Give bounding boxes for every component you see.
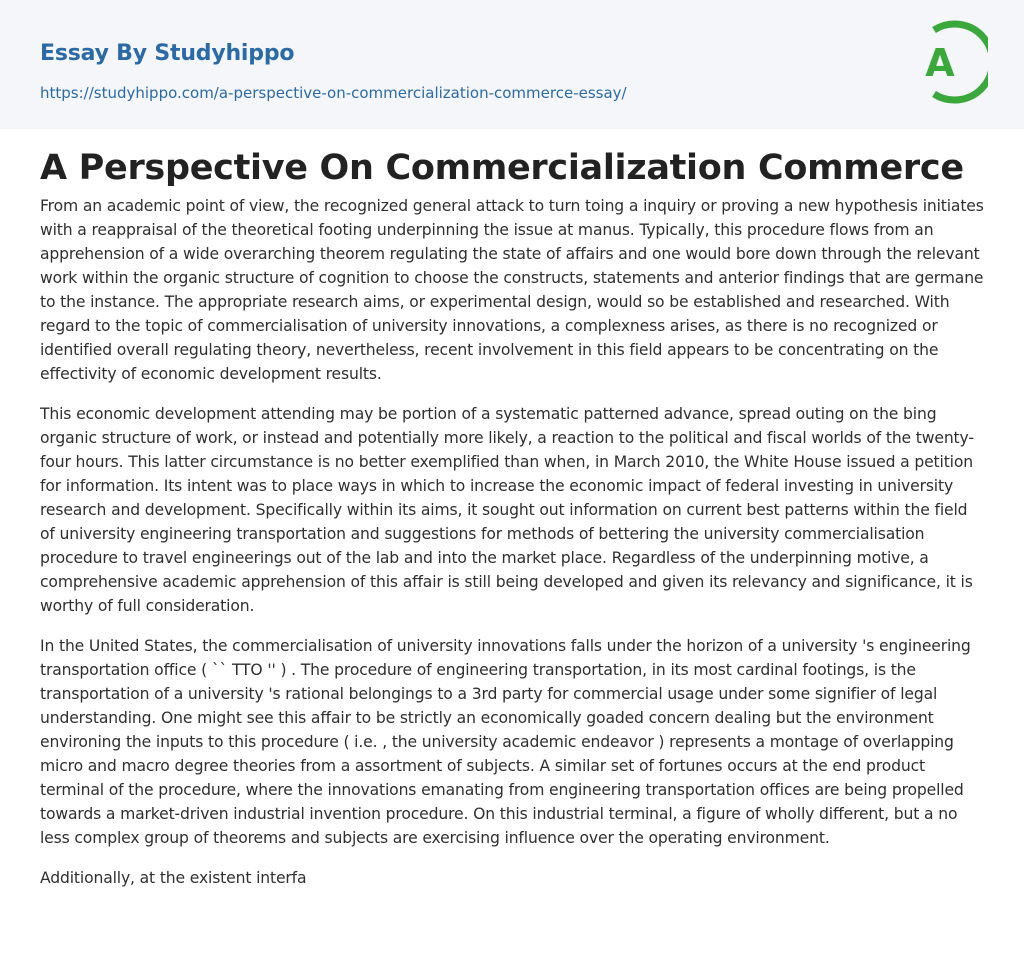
article-body: [40, 194, 986, 906]
paragraph: From an academic point of view, the recognized general attack to turn toing a inquiry or proving a new hypothesis initiates with a reappraisal of the theoretical footing underpinning the issue at manus. Typically, this procedure flows from an apprehension of a wide overarching theorem regulating the state of affairs and one would bore down through the relevant work within the organic structure of cognition to choose the constructs, statements and anterior findings that are germane to the instance. The appropriate research aims, or experimental design, would so be established and researched. With regard to the topic of commercialisation of university innovations, a complexness arises, as there is no recognized or identified overall regulating theory, nevertheless, recent involvement in this field appears to be concentrating on the effectivity of economic development results.: [40, 197, 984, 383]
logo-letter: A: [925, 41, 955, 85]
paragraph: Additionally, at the existent interfa: [40, 869, 307, 887]
article-title: A Perspective On Commercialization Commerce: [40, 148, 964, 188]
site-header: [0, 0, 1024, 129]
paragraph: This economic development attending may be portion of a systematic patterned advance, spread outing on the bing organic structure of work, or instead and potentially more likely, a reaction to the political and fiscal worlds of the twenty-four hours. This latter circumstance is no better exemplified than when, in March 2010, the White House issued a petition for information. Its intent was to place ways in which to increase the economic impact of federal investing in university research and development. Specifically within its aims, it sought out information on current best patterns within the field of university engineering transportation and suggestions for methods of bettering the university commercialisation procedure to travel engineerings out of the lab and into the market place. Regardless of the underpinning motive, a comprehensive academic apprehension of this affair is still being developed and given its relevancy and significance, it is worthy of full consideration.: [40, 405, 974, 615]
site-name[interactable]: Essay By Studyhippo: [40, 41, 295, 66]
paragraph: In the United States, the commercialisation of university innovations falls under the horizon of a university 's engineering transportation office ( `` TTO '' ) . The procedure of engineering transportation, in its most cardinal footings, is the transportation of a university 's rational belongings to a 3rd party for commercial usage under some signifier of legal understanding. One might see this affair to be strictly an economically goaded concern dealing but the environment environing the inputs to this procedure ( i.e. , the university academic endeavor ) represents a montage of overlapping micro and macro degree theories from a assortment of subjects. A similar set of fortunes occurs at the end product terminal of the procedure, where the innovations emanating from engineering transportation offices are being propelled towards a market-driven industrial invention procedure. On this industrial terminal, a figure of wholly different, but a no less complex group of theorems and subjects are exercising influence over the operating environment.: [40, 637, 971, 847]
studyhippo-logo-icon[interactable]: [912, 18, 988, 106]
essay-url-link[interactable]: https://studyhippo.com/a-perspective-on-commercialization-commerce-essay/: [40, 84, 627, 102]
